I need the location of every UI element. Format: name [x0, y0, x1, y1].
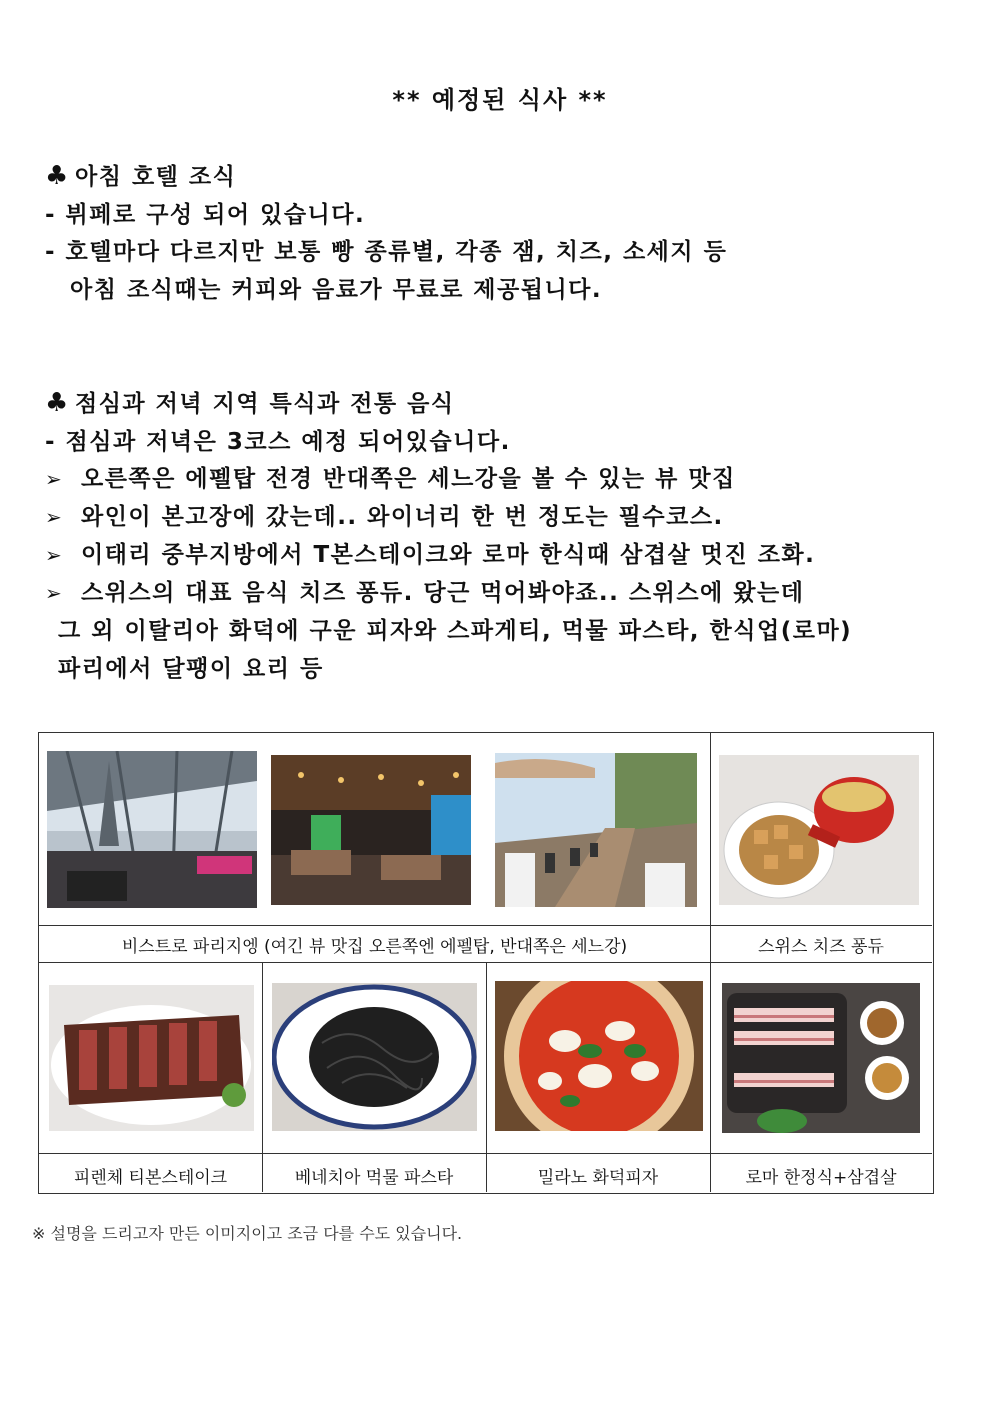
extra-line: 파리에서 달팽이 요리 등: [58, 656, 324, 682]
lunch-dinner-heading: ♣ 점심과 저녁 지역 특식과 전통 음식: [45, 388, 455, 418]
breakfast-line: - 호텔마다 다르지만 보통 빵 종류별, 각종 잼, 치즈, 소세지 등: [45, 239, 728, 265]
arrow-bullet-icon: ➢: [45, 467, 64, 491]
samgyeopsal-photo: [722, 983, 920, 1133]
bullet-item: ➢ 스위스의 대표 음식 치즈 퐁듀. 당근 먹어봐야죠.. 스위스에 왔는데: [45, 580, 805, 606]
squid-ink-pasta-photo: [272, 983, 477, 1131]
bullet-item: ➢ 와인이 본고장에 갔는데.. 와이너리 한 번 정도는 필수코스.: [45, 504, 724, 530]
pizza-photo: [495, 981, 703, 1131]
fondue-photo: [719, 755, 919, 905]
steak-photo: [49, 985, 254, 1131]
arrow-bullet-icon: ➢: [45, 543, 64, 567]
club-icon: ♣: [45, 388, 70, 418]
breakfast-heading: ♣ 아침 호텔 조식: [45, 161, 237, 191]
caption-pizza: 밀라노 화덕피자: [537, 1168, 659, 1188]
bistro-photo-1: [47, 751, 257, 908]
breakfast-line: 아침 조식때는 커피와 음료가 무료로 제공됩니다.: [70, 277, 603, 303]
bullet-item: ➢ 이태리 중부지방에서 T본스테이크와 로마 한식때 삼겹살 멋진 조화.: [45, 542, 816, 568]
caption-bistro: 비스트로 파리지엥 (여긴 뷰 맛집 오른쪽엔 에펠탑, 반대쪽은 세느강): [121, 937, 628, 957]
caption-fondue: 스위스 치즈 퐁듀: [758, 937, 884, 957]
caption-korean: 로마 한정식+삼겹살: [745, 1168, 897, 1188]
caption-steak: 피렌체 티본스테이크: [73, 1168, 228, 1188]
caption-pasta: 베네치아 먹물 파스타: [294, 1168, 454, 1188]
arrow-bullet-icon: ➢: [45, 581, 64, 605]
page-title: ** 예정된 식사 **: [392, 86, 608, 114]
footnote: ※ 설명을 드리고자 만든 이미지이고 조금 다를 수도 있습니다.: [32, 1224, 463, 1243]
club-icon: ♣: [45, 161, 70, 191]
arrow-bullet-icon: ➢: [45, 505, 64, 529]
photo-table: [38, 732, 934, 1194]
extra-line: 그 외 이탈리아 화덕에 구운 피자와 스파게티, 먹물 파스타, 한식업(로마): [58, 618, 853, 644]
lunch-dinner-intro: - 점심과 저녁은 3코스 예정 되어있습니다.: [45, 429, 511, 455]
bullet-item: ➢ 오른쪽은 에펠탑 전경 반대쪽은 세느강을 볼 수 있는 뷰 맛집: [45, 466, 736, 492]
breakfast-line: - 뷔페로 구성 되어 있습니다.: [45, 202, 366, 228]
bistro-photo-2: [271, 755, 471, 905]
bistro-photo-3: [495, 753, 697, 907]
